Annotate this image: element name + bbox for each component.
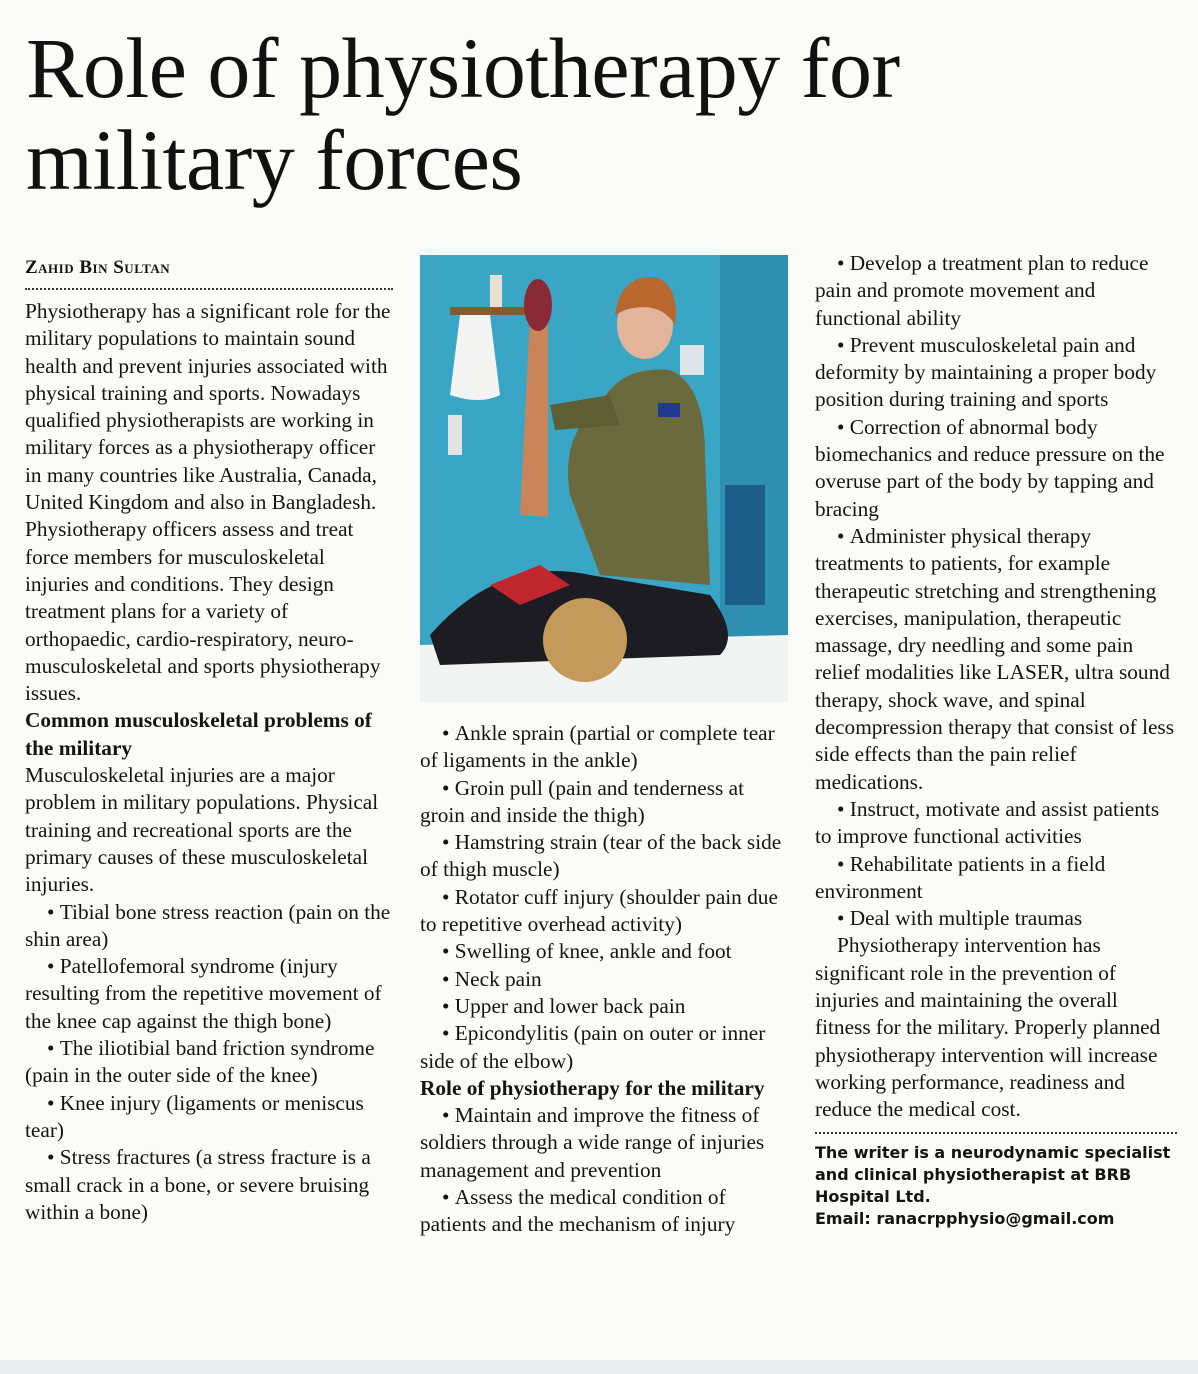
photo-shoe — [524, 279, 552, 331]
photo-curtain — [720, 255, 788, 702]
photo-patient-head — [543, 598, 627, 682]
column-3 — [815, 250, 1177, 1230]
list-item: • Administer physical therapy treatments to patients, for example therapeutic stretching and strengthening exercises, manipulation, therapeutic massage, dry needling and some pain relief modalities like LASER, ultra sound therapy, shock wave, and spinal decompression therapy that consist of less side effects than the pain relief medications. — [815, 523, 1177, 796]
headline: Role of physiotherapy for military forces — [26, 20, 900, 208]
list-item: • Develop a treatment plan to reduce pain and promote movement and functional ability — [815, 250, 1177, 332]
list-item: • Groin pull (pain and tenderness at groin and inside the thigh) — [420, 775, 788, 830]
photo-sign — [680, 345, 704, 375]
list-item: • Knee injury (ligaments or meniscus tear) — [25, 1090, 393, 1145]
role-list-b — [815, 250, 1177, 932]
role-list-a — [420, 1102, 788, 1238]
author-email[interactable]: Email: ranacrpphysio@gmail.com — [815, 1208, 1115, 1228]
problems-list-b — [420, 720, 788, 1075]
conclusion-paragraph: Physiotherapy intervention has significant role in the prevention of injuries and maintaining the overall fitness for the military. Properly planned physiotherapy intervention will increase working performance, readiness and reduce the medical cost. — [815, 933, 1161, 1122]
section-heading-role: Role of physiotherapy for the military — [420, 1075, 765, 1100]
list-item: • Rehabilitate patients in a field environment — [815, 851, 1177, 906]
list-item: • Rotator cuff injury (shoulder pain due to repetitive overhead activity) — [420, 884, 788, 939]
author-footer — [815, 1142, 1177, 1230]
photo-bottle — [490, 275, 502, 307]
list-item: • Correction of abnormal body biomechanics and reduce pressure on the overuse part of the body by tapping and bracing — [815, 414, 1177, 523]
column-2 — [420, 250, 788, 1239]
byline: Zahid Bin Sultan — [25, 257, 171, 278]
list-item: • Neck pain — [420, 966, 788, 993]
list-item: • Swelling of knee, ankle and foot — [420, 938, 788, 965]
section-heading-problems: Common musculoskeletal problems of the military — [25, 708, 372, 760]
list-item: • Deal with multiple traumas — [815, 905, 1177, 932]
photo-chair — [725, 485, 765, 605]
list-item: • Hamstring strain (tear of the back side of thigh muscle) — [420, 829, 788, 884]
list-item: • The iliotibial band friction syndrome (pain in the outer side of the knee) — [25, 1035, 393, 1090]
footer-divider — [815, 1132, 1177, 1134]
list-item: • Prevent musculoskeletal pain and deformity by maintaining a proper body position during training and sports — [815, 332, 1177, 414]
list-item: • Epicondylitis (pain on outer or inner side of the elbow) — [420, 1020, 788, 1075]
column-1 — [25, 250, 393, 1226]
photo-flag-patch — [658, 403, 680, 417]
list-item: • Maintain and improve the fitness of soldiers through a wide range of injuries management and prevention — [420, 1102, 788, 1184]
list-item: • Tibial bone stress reaction (pain on the shin area) — [25, 899, 393, 954]
page-bottom-edge — [0, 1360, 1198, 1374]
list-item: • Ankle sprain (partial or complete tear of ligaments in the ankle) — [420, 720, 788, 775]
intro-paragraph: Physiotherapy has a significant role for the military populations to maintain sound health and prevent injuries associated with physical training and sports. Nowadays qualified physiotherapists are working in military forces as a physiotherapy officer in many countries like Australia, Canada, United Kingdom and also in Bangladesh. Physiotherapy officers assess and treat force members for musculoskeletal injuries and conditions. They design treatment plans for a variety of orthopaedic, cardio-respiratory, neuro-musculoskeletal and sports physiotherapy issues. — [25, 299, 391, 706]
list-item: • Patellofemoral syndrome (injury resulting from the repetitive movement of the knee cap against the thigh bone) — [25, 953, 393, 1035]
byline-divider — [25, 288, 393, 290]
list-item: • Assess the medical condition of patients and the mechanism of injury — [420, 1184, 788, 1239]
physiotherapy-photo — [420, 255, 788, 702]
author-bio: The writer is a neurodynamic specialist and clinical physiotherapist at BRB Hospital Ltd. — [815, 1142, 1171, 1206]
list-item: • Instruct, motivate and assist patients to improve functional activities — [815, 796, 1177, 851]
problems-list-a — [25, 899, 393, 1227]
list-item: • Upper and lower back pain — [420, 993, 788, 1020]
problems-paragraph: Musculoskeletal injuries are a major problem in military populations. Physical training and recreational sports are the primary causes of these musculoskeletal injuries. — [25, 763, 379, 897]
list-item: • Stress fractures (a stress fracture is a small crack in a bone, or severe bruising within a bone) — [25, 1144, 393, 1226]
photo-sanitizer — [448, 415, 462, 455]
